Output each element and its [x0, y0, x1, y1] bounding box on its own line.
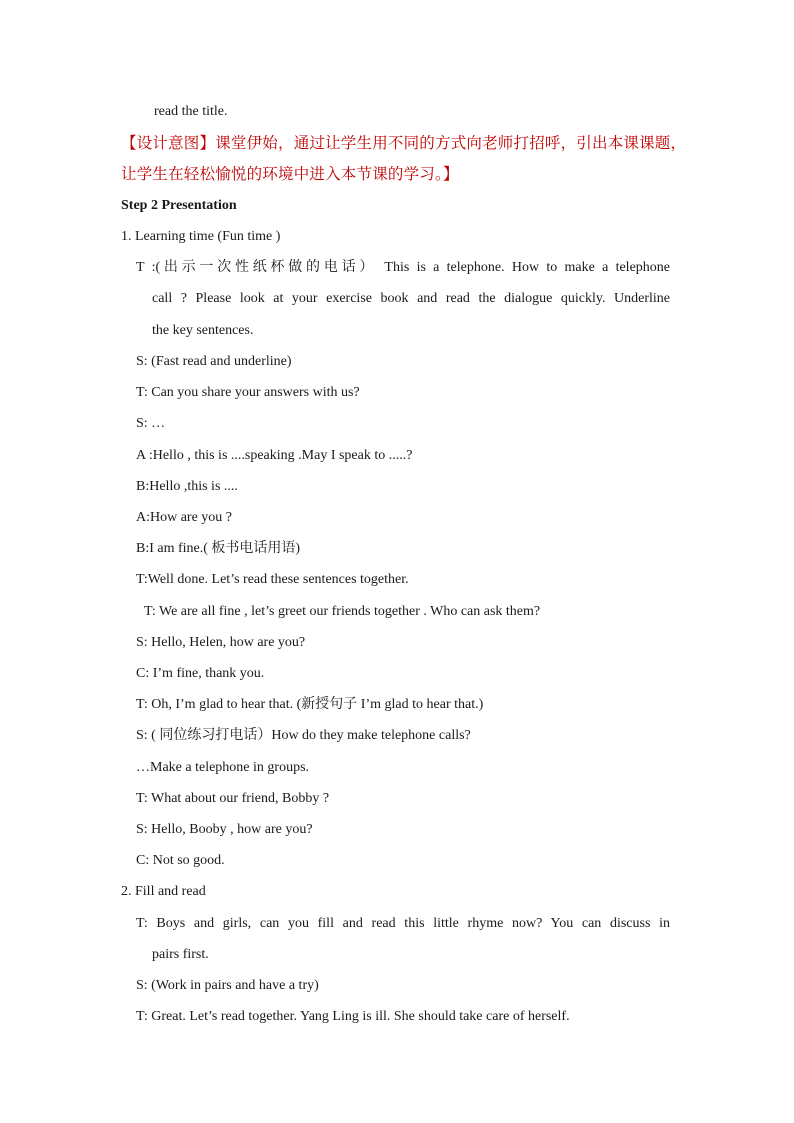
text-line: T: What about our friend, Bobby ?: [136, 791, 330, 806]
text-line: A:How are you ?: [136, 510, 233, 525]
text-line: S: (Fast read and underline): [136, 354, 292, 369]
text-line: S: (Work in pairs and have a try): [136, 978, 319, 993]
text-line: S: ( 同位练习打电话）How do they make telephone calls?: [136, 728, 471, 743]
section-heading: Step 2 Presentation: [121, 198, 237, 213]
text-line: T: We are all fine , let’s greet our friends together . Who can ask them?: [144, 604, 541, 619]
text-line: S: Hello, Helen, how are you?: [136, 635, 306, 650]
text-line: T: Oh, I’m glad to hear that. (新授句子 I’m glad to hear that.): [136, 697, 484, 712]
text-line: S: …: [136, 416, 166, 431]
text-line: call ? Please look at your exercise book and read the dialogue quickly. Underline: [152, 291, 670, 306]
text-line: A :Hello , this is ....speaking .May I speak to .....?: [136, 448, 413, 463]
text-line: C: Not so good.: [136, 853, 225, 868]
text-line: B:I am fine.( 板书电话用语): [136, 541, 301, 556]
text-line: pairs first.: [152, 947, 209, 962]
subsection-heading: 2. Fill and read: [121, 884, 206, 899]
text-line: the key sentences.: [152, 323, 254, 338]
design-intent-note: 【设计意图】课堂伊始，通过让学生用不同的方式向老师打招呼，引出本课课题，: [121, 134, 687, 152]
subsection-heading: 1. Learning time (Fun time ): [121, 229, 281, 244]
text-line: T: Boys and girls, can you fill and read this little rhyme now? You can discuss in: [136, 916, 670, 931]
text-line: read the title.: [154, 104, 228, 119]
text-line: C: I’m fine, thank you.: [136, 666, 265, 681]
text-line: S: Hello, Booby , how are you?: [136, 822, 313, 837]
text-line: T: Great. Let’s read together. Yang Ling is ill. She should take care of herself.: [136, 1009, 570, 1024]
text-line: T: Can you share your answers with us?: [136, 385, 360, 400]
text-line: T:Well done. Let’s read these sentences together.: [136, 572, 409, 587]
text-line: T :(出示一次性纸杯做的电话） This is a telephone. How to make a telephone: [136, 260, 670, 275]
text-line: B:Hello ,this is ....: [136, 479, 238, 494]
design-intent-note-continued: 让学生在轻松愉悦的环境中进入本节课的学习。】: [121, 165, 459, 183]
text-line: …Make a telephone in groups.: [136, 760, 310, 775]
